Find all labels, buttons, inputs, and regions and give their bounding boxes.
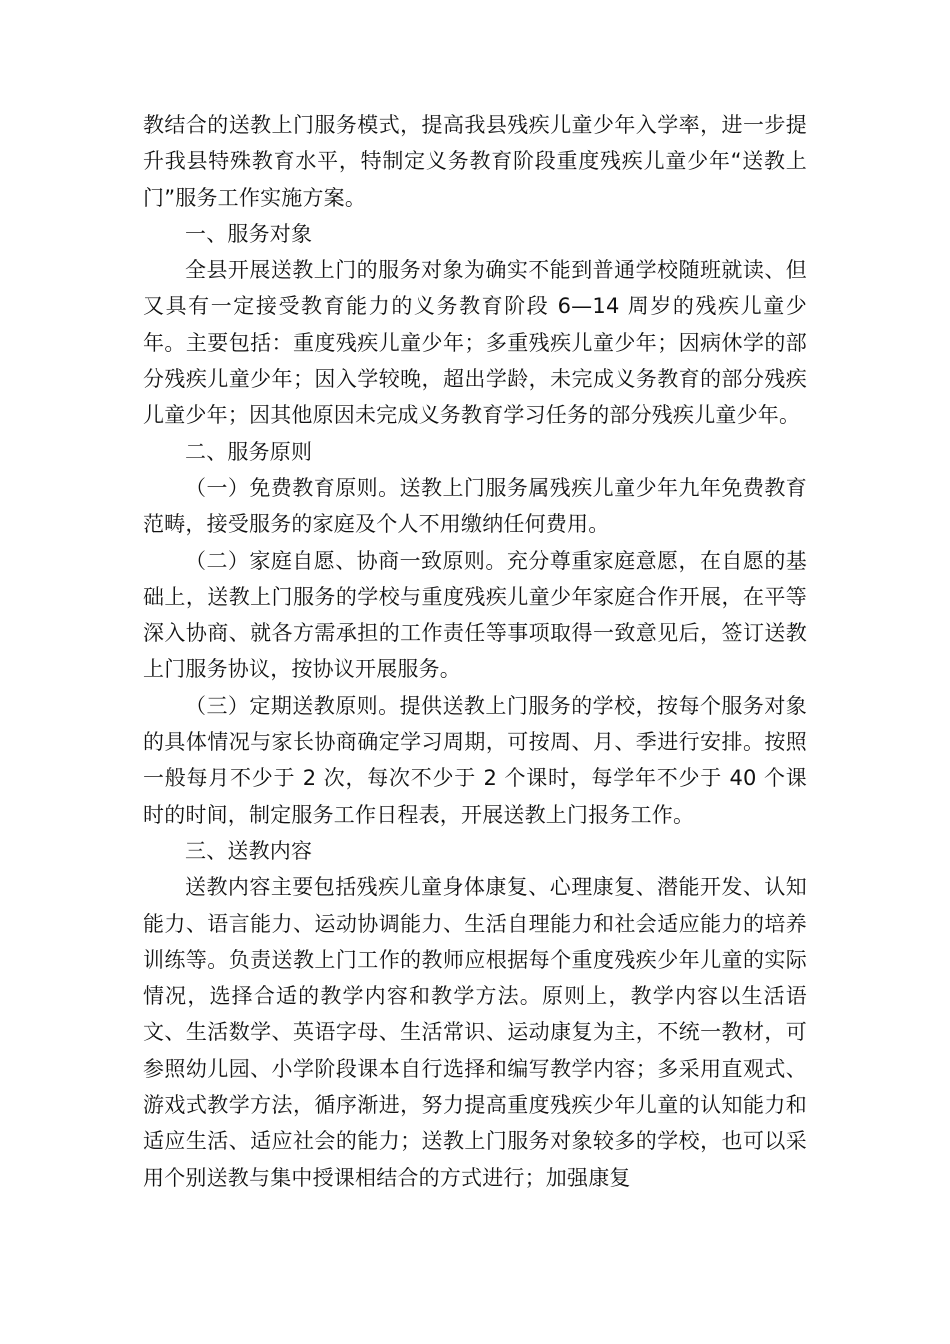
heading-service-principles: 二、服务原则 [185, 439, 313, 464]
heading-teaching-content: 三、送教内容 [185, 838, 313, 863]
paragraph-principle-voluntary: （二）家庭自愿、协商一致原则。充分尊重家庭意愿，在自愿的基础上，送教上门服务的学校与重度残疾儿童少年家庭合作开展，在平等深入协商、就各方需承担的工作责任等事项取得一致意见后，签订送教上门服务协议，按协议开展服务。 [143, 548, 807, 682]
document-body [143, 107, 807, 1196]
paragraph-teaching-content: 送教内容主要包括残疾儿童身体康复、心理康复、潜能开发、认知能力、语言能力、运动协调能力、生活自理能力和社会适应能力的培养训练等。负责送教上门工作的教师应根据每个重度残疾少年儿童的实际情况，选择合适的教学内容和教学方法。原则上，教学内容以生活语文、生活数学、英语字母、生活常识、运动康复为主，不统一教材，可参照幼儿园、小学阶段课本自行选择和编写教学内容；多采用直观式、游戏式教学方法，循序渐进，努力提高重度残疾少年儿童的认知能力和适应生活、适应社会的能力；送教上门服务对象较多的学校，也可以采用个别送教与集中授课相结合的方式进行；加强康复 [143, 875, 807, 1190]
paragraph-service-target: 全县开展送教上门的服务对象为确实不能到普通学校随班就读、但又具有一定接受教育能力的义务教育阶段 6—14 周岁的残疾儿童少年。主要包括：重度残疾儿童少年；多重残疾儿童少年；因病休学的部分残疾儿童少年；因入学较晚，超出学龄，未完成义务教育的部分残疾儿童少年；因其他原因未完成义务教育学习任务的部分残疾儿童少年。 [143, 258, 807, 428]
paragraph-principle-free-education: （一）免费教育原则。送教上门服务属残疾儿童少年九年免费教育范畴，接受服务的家庭及个人不用缴纳任何费用。 [143, 475, 807, 537]
paragraph-intro-continuation: 教结合的送教上门服务模式，提高我县残疾儿童少年入学率，进一步提升我县特殊教育水平，特制定义务教育阶段重度残疾儿童少年“送教上门”服务工作实施方案。 [143, 113, 807, 210]
heading-service-target: 一、服务对象 [185, 221, 313, 246]
paragraph-principle-regular: （三）定期送教原则。提供送教上门服务的学校，按每个服务对象的具体情况与家长协商确定学习周期，可按周、月、季进行安排。按照一般每月不少于 2 次，每次不少于 2 个课时，每学年不少于 40 个课时的时间，制定服务工作日程表，开展送教上门报务工作。 [143, 693, 807, 827]
